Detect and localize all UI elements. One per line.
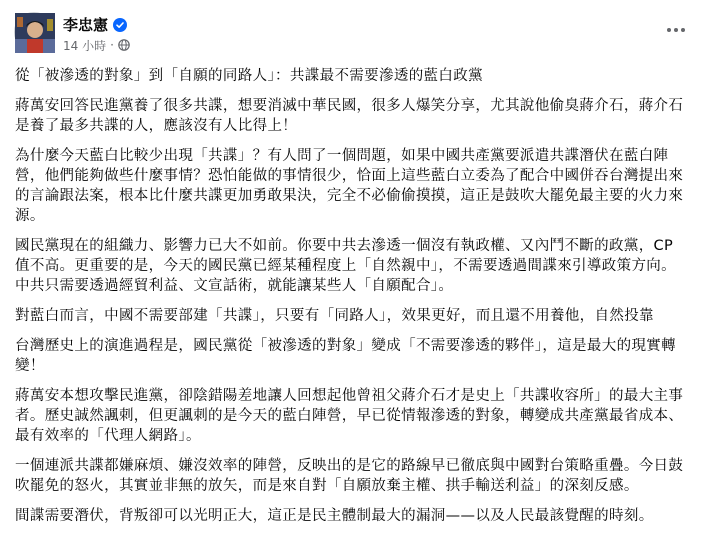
post-title: 從「被滲透的對象」到「自願的同路人」：共諜最不需要滲透的藍白政黨 <box>15 68 483 84</box>
verified-badge-icon <box>113 17 127 31</box>
post-body <box>15 66 687 536</box>
post-paragraph: 對藍白而言，中國不需要部建「共諜」，只要有「同路人」，效果更好，而且還不用養他，自然投靠 <box>15 308 654 324</box>
post-paragraph: 台灣歷史上的演進過程是，國民黨從「被滲透的對象」變成「不需要滲透的夥伴」，這是最大的現實轉變！ <box>15 338 676 374</box>
post-paragraph: 一個連派共諜都嫌麻煩、嫌沒效率的陣營，反映出的是它的路線早已徹底與中國對台策略重疊。今日鼓吹罷免的怒火，其實並非無的放矢，而是來自對「自願放棄主權、拱手輸送利益」的深刻反感。 <box>15 458 684 494</box>
meta-separator: · <box>110 38 114 52</box>
more-options-button[interactable] <box>658 12 694 48</box>
post-header <box>14 12 694 56</box>
post-timestamp[interactable]: 14 小時 <box>63 38 107 53</box>
more-options-dot <box>681 28 685 32</box>
author-name-row <box>63 14 127 34</box>
post-meta <box>63 37 130 53</box>
more-options-icon <box>667 28 671 32</box>
post-paragraph: 國民黨現在的組織力、影響力已大不如前。你要中共去滲透一個沒有執政權、又內鬥不斷的政黨，CP值不高。更重要的是，今天的國民黨已經某種程度上「自然親中」，不需要透過間諜來引導政策方向。中共只需要透過經貿利益、文宣話術，就能讓某些人「自願配合」。 <box>15 238 676 294</box>
post-paragraph: 蔣萬安回答民進黨養了很多共諜，想要消滅中華民國，很多人爆笑分享，尤其說他偷臭蔣介石，蔣介石是養了最多共諜的人，應該沒有人比得上！ <box>15 98 684 134</box>
globe-icon[interactable] <box>118 39 130 51</box>
post-paragraph: 間諜需要潛伏，背叛卻可以光明正大，這正是民主體制最大的漏洞——以及人民最該覺醒的時刻。 <box>15 508 654 524</box>
more-options-dot <box>674 28 678 32</box>
post-paragraph: 蔣萬安本想攻擊民進黨，卻陰錯陽差地讓人回想起他曾祖父蔣介石才是史上「共諜收容所」的最大主事者。歷史誠然諷刺，但更諷刺的是今天的藍白陣營，早已從情報滲透的對象，轉變成共產黨最省成本、最有效率的「代理人網路」。 <box>15 388 684 444</box>
author-name[interactable]: 李忠憲 <box>63 15 109 34</box>
avatar-photo <box>15 13 55 53</box>
post-paragraph: 為什麼今天藍白比較少出現「共諜」？有人問了一個問題，如果中國共產黨要派遣共諜潛伏在藍白陣營，他們能夠做些什麼事情？恐怕能做的事情很少，恰面上這些藍白立委為了配合中國併吞台灣提出來的言論跟法案，根本比什麼共諜更加勇敢果決，完全不必偷偷摸摸，這正是鼓吹大罷免最主要的火力來源。 <box>15 148 684 224</box>
author-avatar[interactable] <box>14 12 54 52</box>
